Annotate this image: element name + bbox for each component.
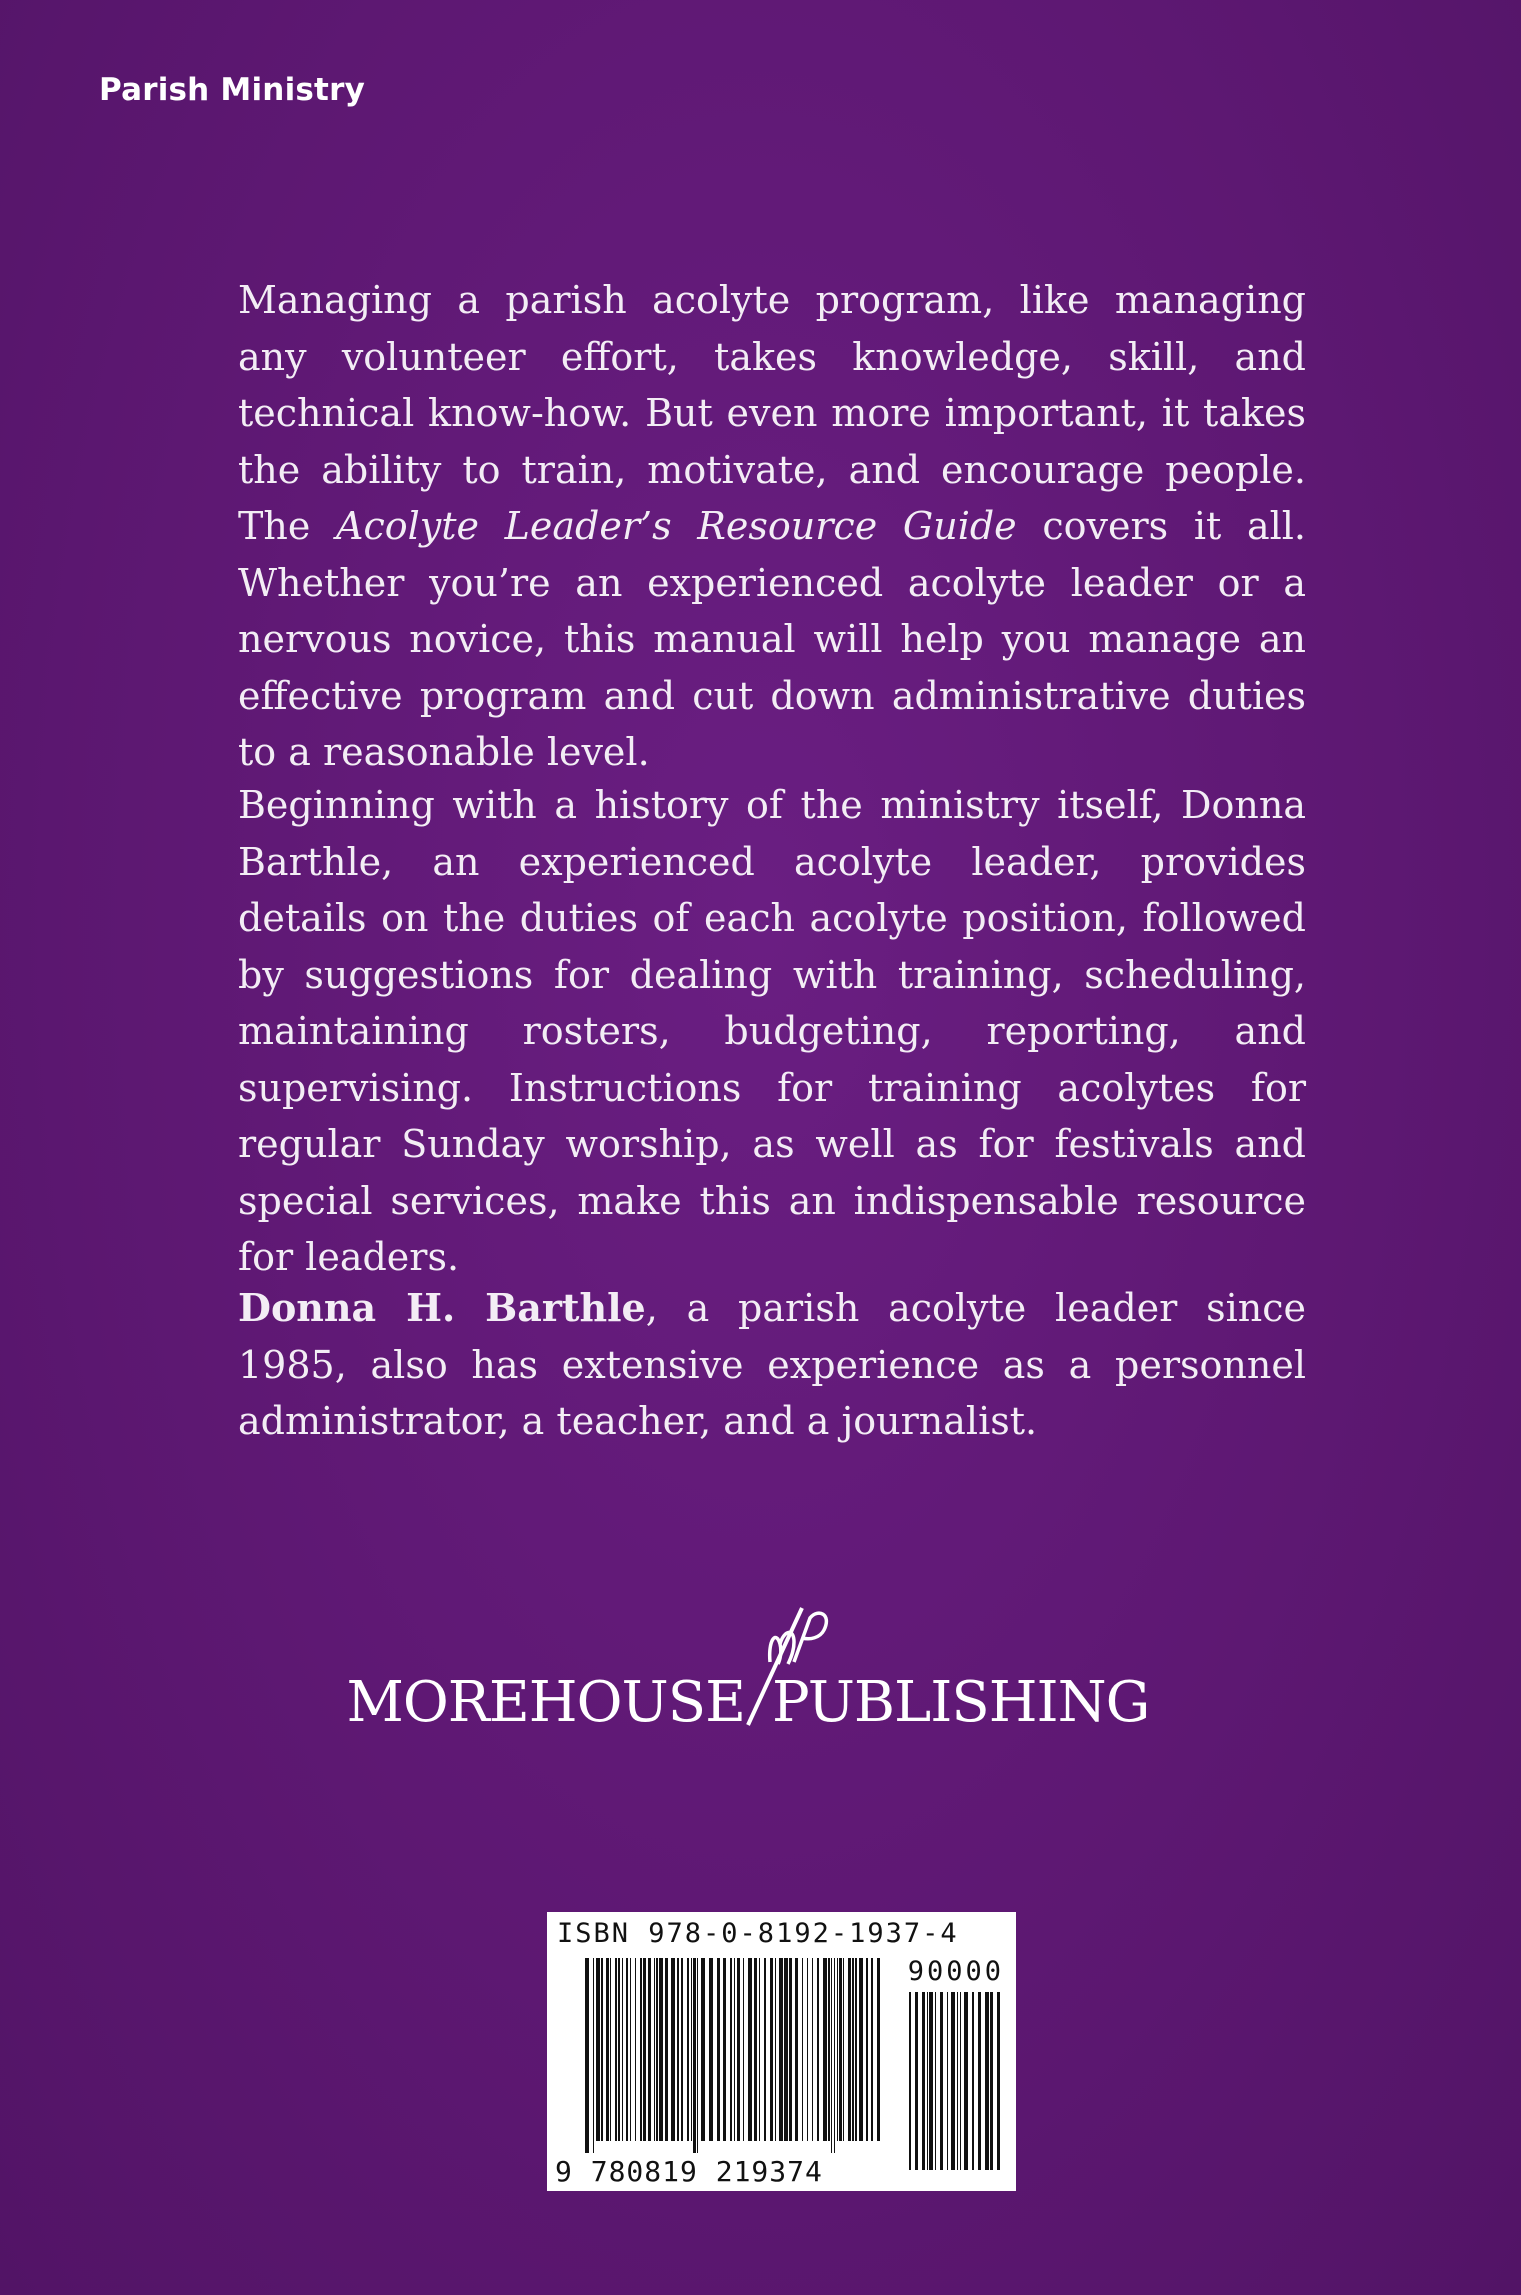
para2-text: Beginning with a history of the ministry itself, Donna Barthle, an experienced acolyte leader, provides details on the duties of each acolyte position, followed by suggestions for dealing with training, scheduling, maintaining rosters, budgeting, reporting, and supervising. Instructions for training acolytes for regular Sunday worship, as well as for festivals and special services, make this an indispensable resource for leaders. [238,783,1306,1279]
barcode-bar [990,1992,993,2170]
barcode-bar [770,1958,773,2141]
barcode-digits: 9 780819 219374 [555,2155,823,2188]
description-paragraph-1 [238,272,1306,781]
barcode-bar [610,1958,611,2141]
barcode-bar [823,1958,827,2141]
barcode-bar [909,1992,911,2170]
publisher-name-right: PUBLISHING [772,1670,1150,1735]
barcode-bar [866,1958,868,2141]
barcode-bar [812,1958,813,2141]
barcode-bar [748,1958,752,2141]
barcode-bar [828,1958,830,2141]
barcode-bar [764,1958,766,2141]
barcode-bar [659,1958,663,2141]
description-paragraph-2 [238,777,1306,1286]
barcode-bar [648,1958,651,2141]
para1-text-b: covers it all. Whether you’re an experienced acolyte leader or a nervous novice, this manual will help you manage an effective program and cut down administrative duties to a reasonable level. [238,504,1307,774]
barcode-bar [807,1958,808,2141]
barcode-bar [665,1958,668,2141]
barcode-bar [759,1958,760,2141]
barcode-bar [615,1958,617,2141]
barcode-bar [630,1958,631,2141]
barcode-bar [831,1958,832,2153]
barcode-bar [985,1992,989,2170]
isbn-text: ISBN 978-0-8192-1937-4 [557,1918,959,1949]
barcode-box [547,1912,1016,2191]
barcode-bar [743,1958,744,2141]
barcode-bar [701,1958,705,2141]
publisher-name-left: MOREHOUSE [346,1670,745,1735]
addon-barcode-bars [909,1992,1004,2182]
barcode-bar [817,1958,819,2141]
barcode-bar [775,1958,776,2141]
barcode-bar [626,1958,628,2141]
barcode-bar [687,1958,689,2141]
author-name: Donna H. Barthle [238,1285,646,1330]
barcode-bar [964,1992,968,2170]
barcode-bar [697,1958,698,2153]
barcode-bar [681,1958,683,2141]
para1-text-a: Managing a parish acolyte program, like managing any volunteer effort, takes knowledge, skill, and technical know-how. But even more important, it takes the ability to train, motivate, and encourage people. The [238,278,1306,548]
barcode-bar [795,1958,798,2141]
barcode-bar [730,1958,732,2141]
barcode-bar [929,1992,933,2170]
barcode-bar [951,1992,955,2170]
barcode-bar [784,1958,788,2141]
barcode-bar [789,1958,792,2141]
barcode-bar [957,1992,958,2170]
book-title: Acolyte Leader’s Resource Guide [336,504,1017,548]
ean-barcode-bars [585,1958,885,2153]
barcode-bar [593,1958,594,2153]
barcode-bar [940,1992,943,2170]
barcode-bar [877,1958,880,2141]
barcode-bar [947,1992,948,2170]
author-bio [238,1280,1306,1450]
barcode-bar [972,1992,974,2170]
barcode-bar [978,1992,981,2170]
barcode-bar [915,1992,918,2170]
publisher-logo [346,1600,1150,1740]
barcode-bar [839,1958,842,2141]
barcode-bar [717,1958,720,2141]
barcode-bar [656,1958,658,2141]
price-code: 90000 [907,1956,1004,1987]
barcode-bar [935,1992,936,2170]
barcode-bar [852,1958,854,2141]
barcode-bar [622,1958,623,2141]
barcode-bar [922,1992,925,2170]
barcode-bar [596,1958,600,2141]
barcode-bar [837,1958,838,2141]
barcode-bar [693,1958,696,2153]
barcode-bar [723,1958,726,2141]
barcode-bar [709,1958,713,2141]
barcode-bar [654,1958,655,2141]
barcode-bar [643,1958,646,2141]
barcode-bar [997,1992,1000,2170]
barcode-bar [843,1958,844,2141]
barcode-bar [859,1958,863,2141]
barcode-bar [601,1958,603,2141]
barcode-bar [834,1958,835,2153]
barcode-bar [802,1958,803,2141]
category-label: Parish Ministry [99,72,365,108]
barcode-bar [754,1958,757,2141]
author-bio-text: , a parish acolyte leader since 1985, also has extensive experience as a personnel administrator, a teacher, and a journalist. [238,1286,1307,1443]
barcode-bar [635,1958,636,2141]
barcode-bar [871,1958,873,2141]
barcode-bar [677,1958,679,2141]
barcode-bar [691,1958,692,2141]
barcode-bar [960,1992,961,2170]
barcode-bar [737,1958,740,2141]
barcode-bar [779,1958,783,2141]
barcode-bar [848,1958,851,2141]
barcode-bar [585,1958,589,2153]
barcode-bar [606,1958,609,2141]
barcode-bar [618,1958,620,2141]
barcode-bar [734,1958,735,2141]
barcode-bar [640,1958,642,2141]
barcode-bar [855,1958,857,2141]
barcode-bar [927,1992,928,2170]
barcode-bar [671,1958,675,2141]
